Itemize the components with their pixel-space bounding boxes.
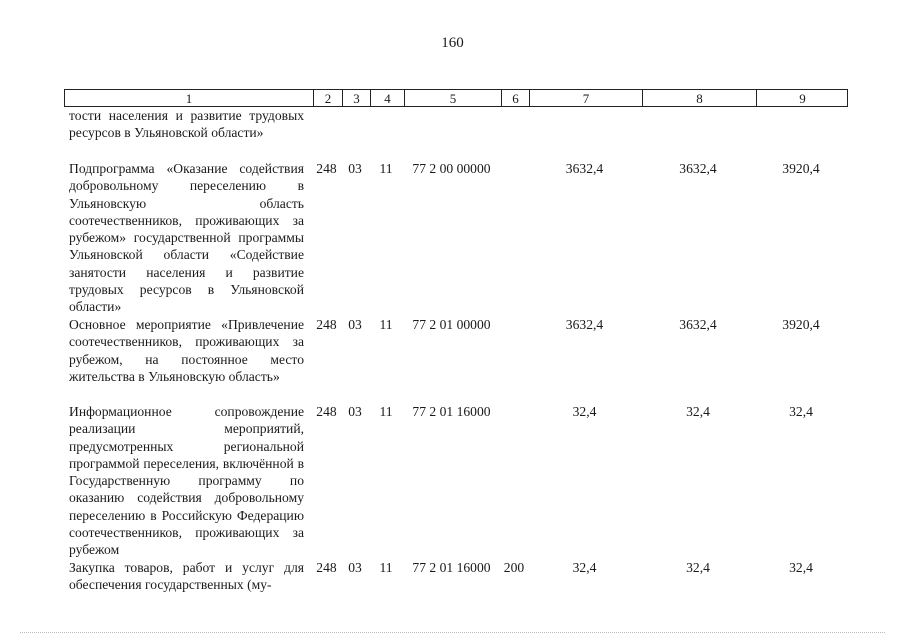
table-cell-col2: 248 [316, 560, 337, 575]
header-col-3: 3 [342, 90, 370, 106]
table-cell-col9: 32,4 [789, 560, 813, 575]
header-col-7: 7 [529, 90, 642, 106]
table-cell-col2: 248 [316, 317, 337, 332]
table-cell-col3: 03 [348, 404, 362, 419]
table-cell-col9: 32,4 [789, 404, 813, 419]
table-header [64, 89, 848, 107]
table-cell-col2: 248 [316, 161, 337, 176]
table-cell-col8: 32,4 [686, 404, 710, 419]
table-cell-col6: 200 [503, 560, 525, 575]
page-number: 160 [441, 35, 464, 51]
table-cell-col3: 03 [348, 560, 362, 575]
table-cell-col3: 03 [348, 161, 362, 176]
table-cell-col4: 11 [379, 404, 393, 419]
header-col-9: 9 [756, 90, 848, 106]
table-row-description: Основное мероприятие «Привлечение соотечественников, проживающих за рубежом, на постоянное место жительства в Ульяновскую область» [69, 317, 304, 384]
header-col-2: 2 [313, 90, 342, 106]
table-cell-col5: 77 2 01 16000 [412, 560, 491, 575]
table-cell-col7: 32,4 [572, 404, 597, 419]
table-cell-col8: 32,4 [686, 560, 710, 575]
table-row-description: Информационное сопровождение реализации мероприятий, предусмотренных региональной программой переселения, включённой в Государственную программу по оказанию содействия добровольному переселению в Российскую Федерацию соотечественников, проживающих за рубежом [69, 404, 304, 558]
header-col-6: 6 [501, 90, 529, 106]
table-cell-col3: 03 [348, 317, 362, 332]
table-cell-col5: 77 2 01 16000 [412, 404, 491, 419]
table-cell-col5: 77 2 01 00000 [412, 317, 491, 332]
table-cell-col2: 248 [316, 404, 337, 419]
table-cell-col4: 11 [379, 317, 393, 332]
table-row-description: Закупка товаров, работ и услуг для обеспечения государственных (му- [69, 560, 304, 593]
header-col-5: 5 [404, 90, 501, 106]
table-row-description: тости населения и развитие трудовых ресурсов в Ульяновской области» [69, 108, 304, 141]
table-cell-col4: 11 [379, 560, 393, 575]
table-cell-col7: 3632,4 [565, 161, 604, 176]
table-cell-col7: 32,4 [572, 560, 597, 575]
header-col-1: 1 [185, 91, 193, 106]
table-cell-col7: 3632,4 [565, 317, 604, 332]
table-cell-col8: 3632,4 [679, 161, 717, 176]
table-cell-col9: 3920,4 [782, 317, 820, 332]
table-cell-col5: 77 2 00 00000 [412, 161, 491, 176]
header-col-4: 4 [370, 90, 404, 106]
table-cell-col9: 3920,4 [782, 161, 820, 176]
table-row-description: Подпрограмма «Оказание содействия добровольному переселению в Ульяновскую область соотечественников, проживающих за рубежом» государственной программы Ульяновской области «Содействие занятости населения и развитие трудовых ресурсов в Ульяновской области» [69, 161, 304, 315]
table-cell-col8: 3632,4 [679, 317, 717, 332]
header-col-8: 8 [642, 90, 756, 106]
scan-edge-line [20, 632, 885, 633]
table-cell-col4: 11 [379, 161, 393, 176]
